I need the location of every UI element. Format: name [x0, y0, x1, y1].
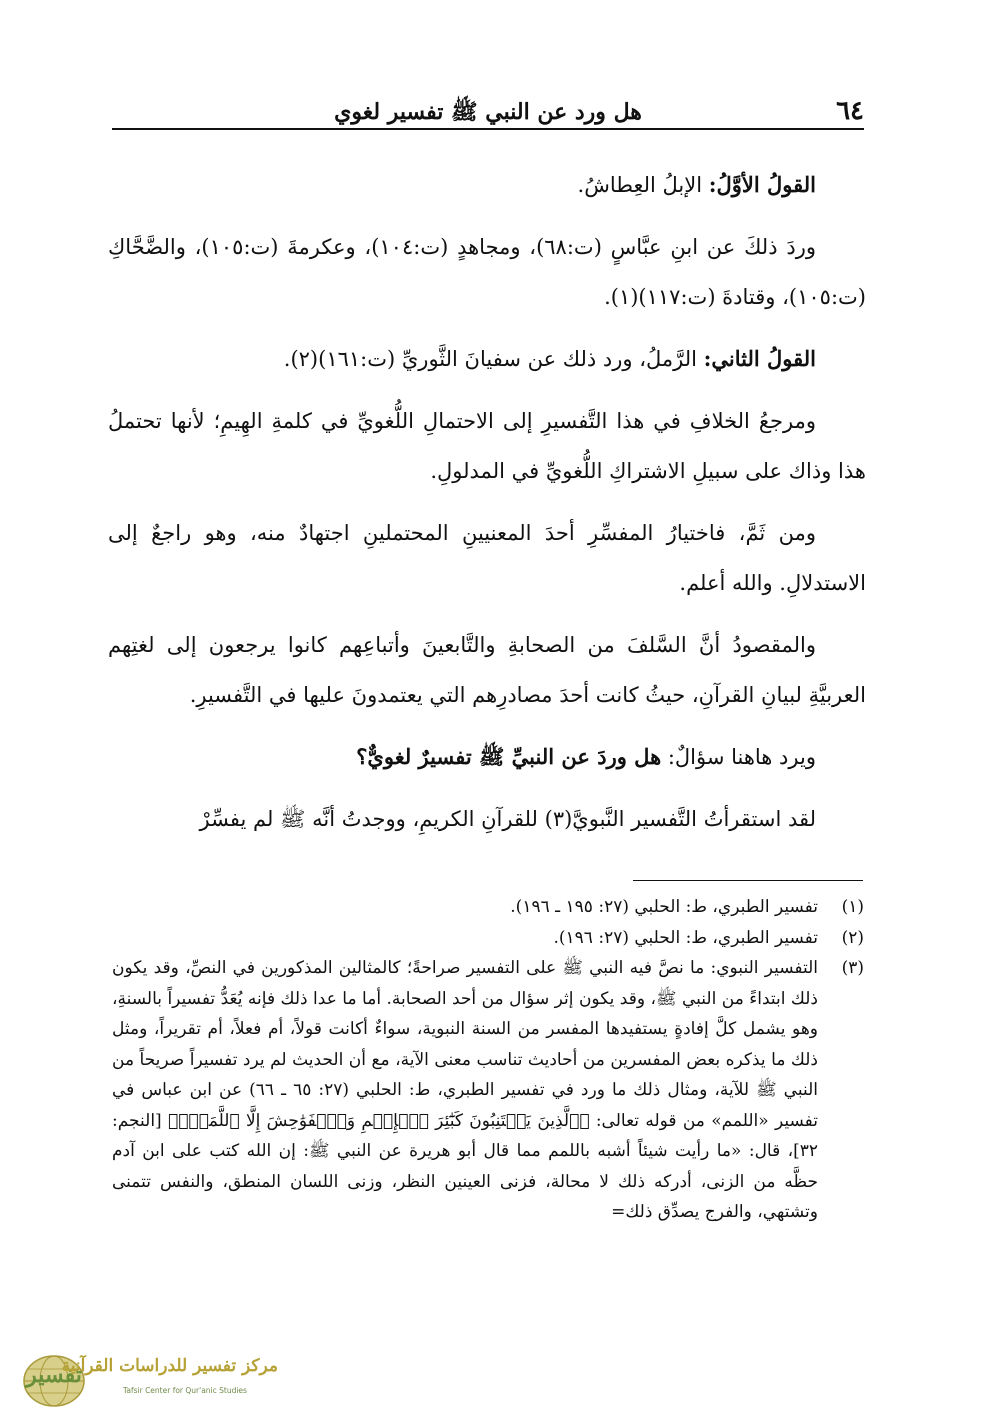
paragraph-second-saying [108, 334, 866, 384]
footnote-number: (٣) [841, 958, 864, 978]
footnote-number: (٢) [841, 927, 864, 948]
logo-center-name-en: Tafsir Center for Qur'anic Studies [123, 1386, 247, 1395]
paragraph-disagreement-origin: ومرجعُ الخلافِ في هذا التَّفسيرِ إلى الاحتمالِ اللُّغويِّ في كلمةِ الهِيمِ؛ لأنها تحتملُ هذا وذاك على سبيلِ الاشتراكِ اللُّغويِّ في المدلولِ. [108, 409, 866, 483]
paragraph-salaf-language: والمقصودُ أنَّ السَّلفَ من الصحابةِ والتَّابعينَ وأتباعِهم كانوا يرجعون إلى لغتِهم العربيَّةِ لبيانِ القرآنِ، حيثُ كانت أحدَ مصادرِهم التي يعتمدونَ عليها في التَّفسيرِ. [108, 633, 866, 707]
footnote-number: (١) [841, 897, 864, 917]
question-text: هل وردَ عن النبيِّ ﷺ تفسيرٌ لغويٌّ؟ [356, 744, 662, 769]
paragraph-interpreter-choice: ومن ثَمَّ، فاختيارُ المفسِّرِ أحدَ المعنيينِ المحتملينِ اجتهادٌ منه، وهو راجعٌ إلى الاستدلالِ. والله أعلم. [108, 521, 866, 595]
tafsir-center-logo [18, 1352, 280, 1410]
paragraph-prophetic-tafsir: لقد استقرأتُ التَّفسير النَّبويَّ(٣) للقرآنِ الكريمِ، ووجدتُ أنَّه ﷺ لم يفسِّرْ [199, 807, 816, 831]
second-saying-label: القولُ الثاني: [703, 346, 816, 371]
running-header [112, 96, 864, 130]
footnote-text: التفسير النبوي: ما نصَّ فيه النبي ﷺ على التفسير صراحةً؛ كالمثالين المذكورين في النصِّ، وقد يكون ذلك ابتداءً من النبي ﷺ، وقد يكون إثر سؤال من أحد الصحابة. أما ما عدا ذلك فإنه يُعَدُّ تفسيراً بالسنةِ، وهو يشمل كلَّ إفادةٍ يستفيدها المفسر من السنة النبوية، سواءٌ أكانت قولاً، أم فعلاً، أم تقريراً، ومثل ذلك ما يذكره بعض المفسرين من أحاديث تناسب معنى الآية، مع أن الحديث لم يرد تفسيراً صريحاً من النبي ﷺ للآية، ومثال ذلك ما ورد في تفسير الطبري، ط: الحلبي (٢٧: ٦٥ ـ ٦٦) عن ابن عباس في تفسير «اللمم» من قوله تعالى: ﴿ٱلَّذِينَ يَجۡتَنِبُونَ كَبَٰٓئِرَ ٱلۡإِثۡمِ وَٱلۡفَوَٰحِشَ إِلَّا ٱللَّمَمَۚ﴾ [النجم: ٣٢]، قال: «ما رأيت شيئاً أشبه باللمم مما قال أبو هريرة عن النبي ﷺ: إن الله كتب على ابن آدم حظَّه من الزنى، أدركه ذلك لا محالة، فزنى العينين النظر، وزنى اللسان المنطق، والنفس تتمنى وتشتهي، والفرج يصدِّق ذلك= [112, 958, 818, 1222]
main-text [108, 160, 866, 856]
paragraph-first-saying-sources: وردَ ذلكَ عن ابنِ عبَّاسٍ (ت:٦٨)، ومجاهدٍ (ت:١٠٤)، وعكرمةَ (ت:١٠٥)، والضَّحَّاكِ (ت:١٠٥)، وقتادةَ (ت:١١٧)(١). [108, 235, 866, 309]
footnote-text: تفسير الطبري، ط: الحلبي (٢٧: ١٩٥ ـ ١٩٦). [510, 897, 818, 917]
header-rule [112, 128, 864, 130]
footnote [112, 923, 864, 954]
footnotes [112, 892, 864, 1228]
footnote [112, 953, 864, 1228]
footnote-text: تفسير الطبري، ط: الحلبي (٢٧: ١٩٦). [553, 927, 818, 948]
second-saying-text: الرَّملُ، ورد ذلك عن سفيانَ الثَّوريِّ (ت:١٦١)(٢). [283, 347, 704, 371]
footnote-rule [633, 880, 863, 881]
page-number: ٦٤ [836, 96, 864, 126]
paragraph-question [108, 732, 866, 782]
question-intro: ويرد هاهنا سؤالٌ: [661, 745, 816, 769]
footnote [112, 892, 864, 923]
running-title: هل ورد عن النبي ﷺ تفسير لغوي [334, 99, 642, 125]
paragraph-first-saying [108, 160, 866, 210]
first-saying-text: الإبلُ العِطاشُ. [577, 173, 709, 197]
logo-center-name: مركز تفسير للدراسات القرآنية [61, 1356, 278, 1376]
first-saying-label: القولُ الأوَّلُ: [708, 172, 816, 197]
logo-word: تفسير [26, 1362, 82, 1388]
